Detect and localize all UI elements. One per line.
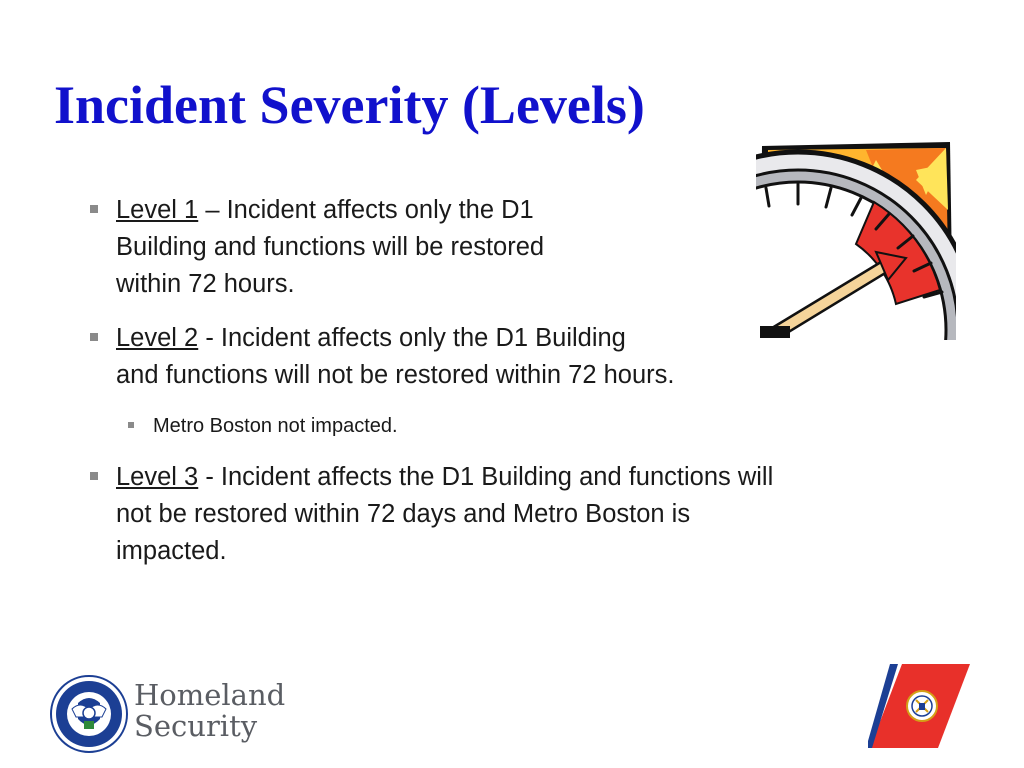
square-bullet-icon	[90, 333, 98, 341]
bullet-line: not be restored within 72 days and Metro Boston is	[116, 500, 691, 528]
bullet-text: – Incident affects only the D1	[205, 196, 534, 224]
wordmark-line: Homeland	[134, 678, 286, 712]
bullet-text: - Incident affects only the D1 Building	[205, 324, 626, 352]
bullet-line: impacted.	[116, 537, 227, 565]
bullet-line: within 72 hours.	[116, 270, 295, 298]
dhs-seal-icon	[50, 675, 128, 753]
bullet-text: - Incident affects the D1 Building and functions will	[205, 463, 774, 491]
square-bullet-icon	[90, 472, 98, 480]
bullet-line	[116, 459, 773, 496]
bullet-line	[116, 320, 626, 357]
level-2-link[interactable]: Level 2	[116, 324, 199, 352]
sub-bullet-text: Metro Boston not impacted.	[153, 415, 398, 437]
bullet-line: Building and functions will be restored	[116, 233, 545, 261]
gauge-clipart-icon	[756, 140, 956, 340]
wordmark-line: Security	[134, 709, 258, 743]
coast-guard-racing-stripe-icon	[868, 664, 972, 748]
slide-title: Incident Severity (Levels)	[54, 75, 645, 135]
bullet-line: and functions will not be restored within 72 hours.	[116, 361, 675, 389]
bullet-line	[116, 192, 534, 229]
square-bullet-icon	[90, 205, 98, 213]
level-1-link[interactable]: Level 1	[116, 196, 199, 224]
square-bullet-icon	[128, 422, 134, 428]
dhs-wordmark	[134, 680, 285, 742]
level-3-link[interactable]: Level 3	[116, 463, 199, 491]
